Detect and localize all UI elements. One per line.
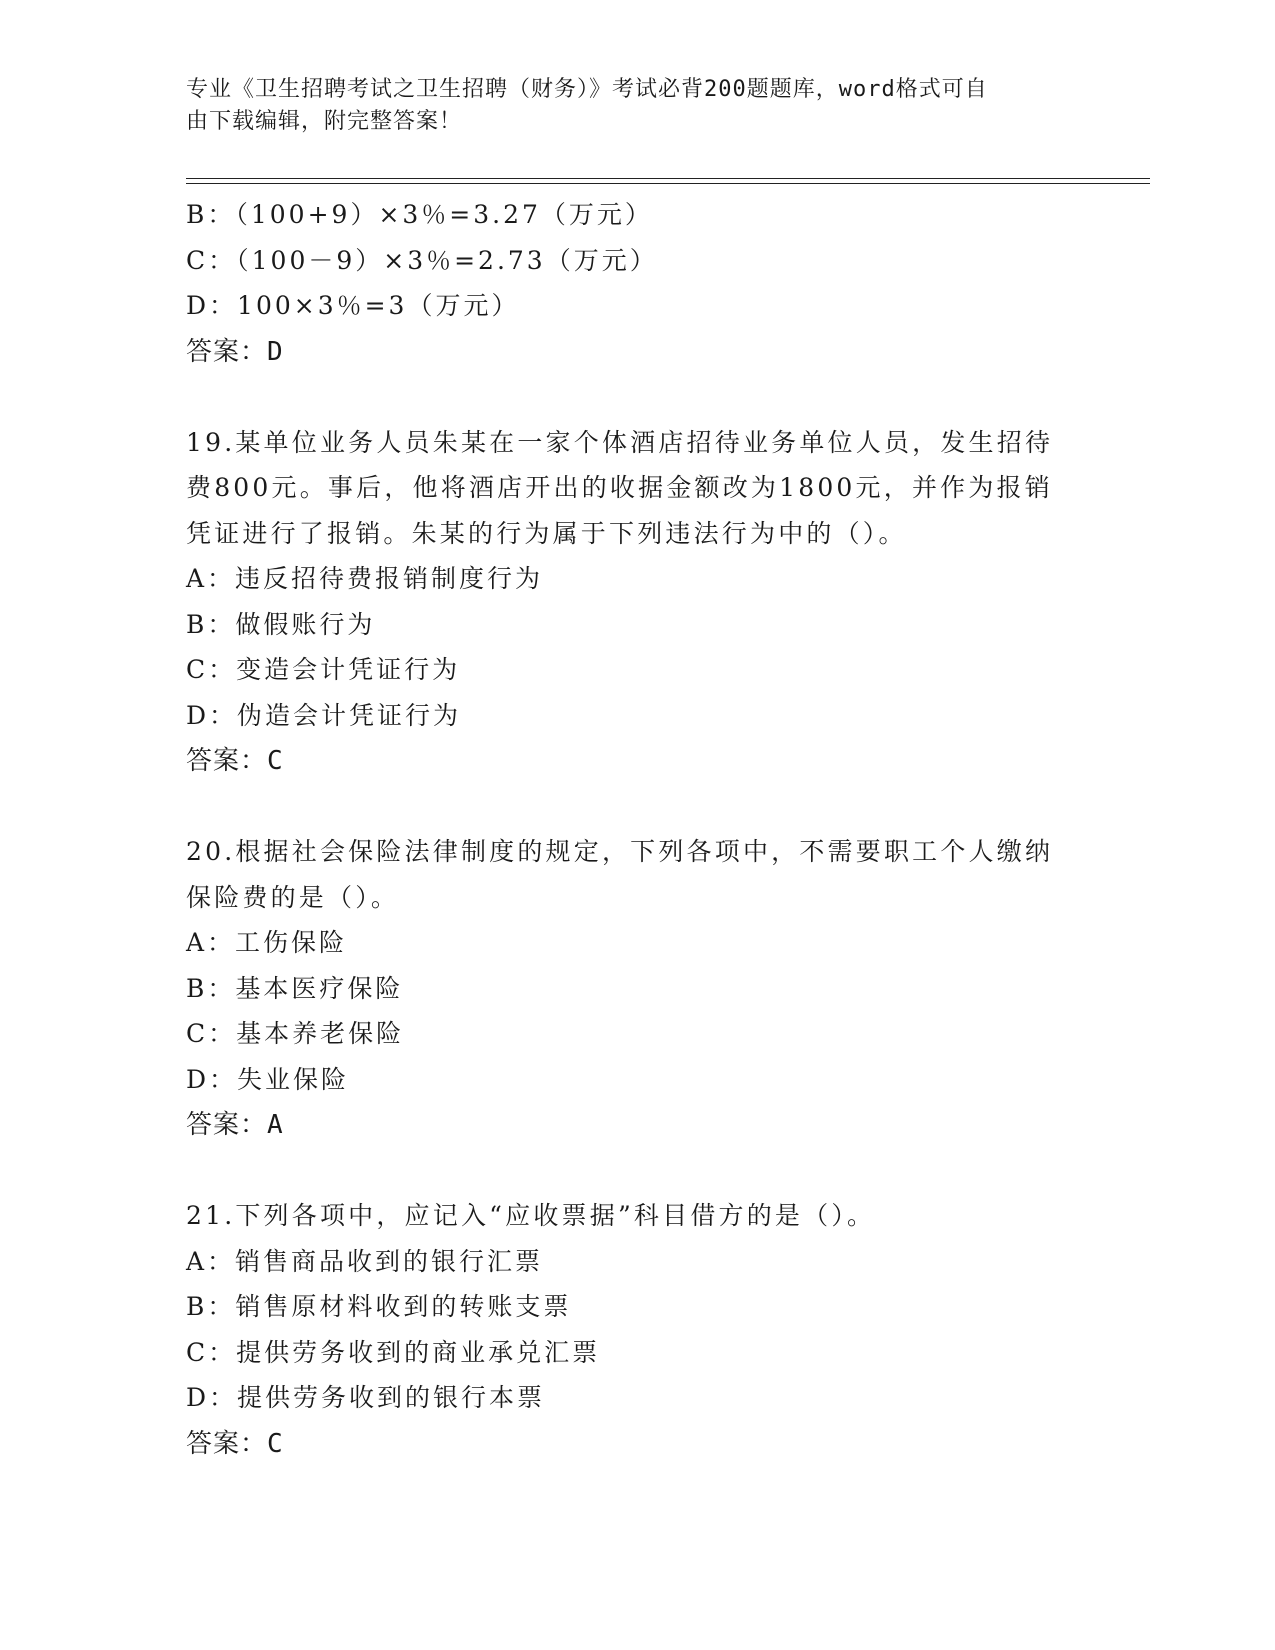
question-stem-line: 凭证进行了报销。朱某的行为属于下列违法行为中的（）。 — [186, 518, 907, 548]
question-stem-line: 费800元。事后，他将酒店开出的收据金额改为1800元，并作为报销 — [186, 473, 1053, 502]
option-a: A：违反招待费报销制度行为 — [186, 564, 544, 593]
spacer — [186, 1148, 1086, 1193]
option-b: B：做假账行为 — [186, 609, 376, 639]
option-d: D：100×3％=3（万元） — [186, 291, 520, 320]
option-b: B：销售原材料收到的转账支票 — [186, 1292, 572, 1321]
question-18-tail — [186, 192, 1086, 375]
question-stem-line: 保险费的是（）。 — [186, 882, 400, 912]
question-stem-line: 19.某单位业务人员朱某在一家个体酒店招待业务单位人员，发生招待 — [186, 427, 1054, 457]
option-c: C：变造会计凭证行为 — [186, 655, 461, 684]
option-c: C：基本养老保险 — [186, 1019, 405, 1048]
answer-line: 答案：C — [186, 1428, 284, 1459]
option-d: D：失业保险 — [186, 1064, 350, 1094]
spacer — [186, 375, 1086, 420]
document-header — [186, 74, 1076, 138]
question-19 — [186, 420, 1086, 785]
option-c: C：（100－9）×3％=2.73（万元） — [186, 245, 658, 275]
answer-line: 答案：A — [186, 1110, 284, 1140]
answer-line: 答案：C — [186, 746, 284, 776]
spacer — [186, 784, 1086, 829]
option-a: A：销售商品收到的银行汇票 — [186, 1246, 544, 1276]
option-d: D：伪造会计凭证行为 — [186, 700, 462, 730]
question-content — [186, 192, 1086, 1467]
header-divider-top — [186, 178, 1150, 179]
question-20 — [186, 829, 1086, 1148]
header-line-2: 由下载编辑，附完整答案！ — [186, 109, 463, 134]
answer-line: 答案：D — [186, 336, 284, 367]
question-stem-line: 21.下列各项中，应记入“应收票据”科目借方的是（）。 — [186, 1201, 876, 1230]
header-divider-bottom — [186, 183, 1150, 184]
option-b: B：（100+9）×3％=3.27（万元） — [186, 200, 653, 229]
question-stem-line: 20.根据社会保险法律制度的规定，下列各项中，不需要职工个人缴纳 — [186, 837, 1054, 866]
option-d: D：提供劳务收到的银行本票 — [186, 1383, 546, 1412]
option-b: B：基本医疗保险 — [186, 973, 404, 1003]
option-a: A：工伤保险 — [186, 928, 348, 957]
question-21 — [186, 1193, 1086, 1467]
option-c: C：提供劳务收到的商业承兑汇票 — [186, 1337, 601, 1367]
header-line-1: 专业《卫生招聘考试之卫生招聘（财务）》考试必背200题题库，word格式可自 — [186, 77, 988, 102]
